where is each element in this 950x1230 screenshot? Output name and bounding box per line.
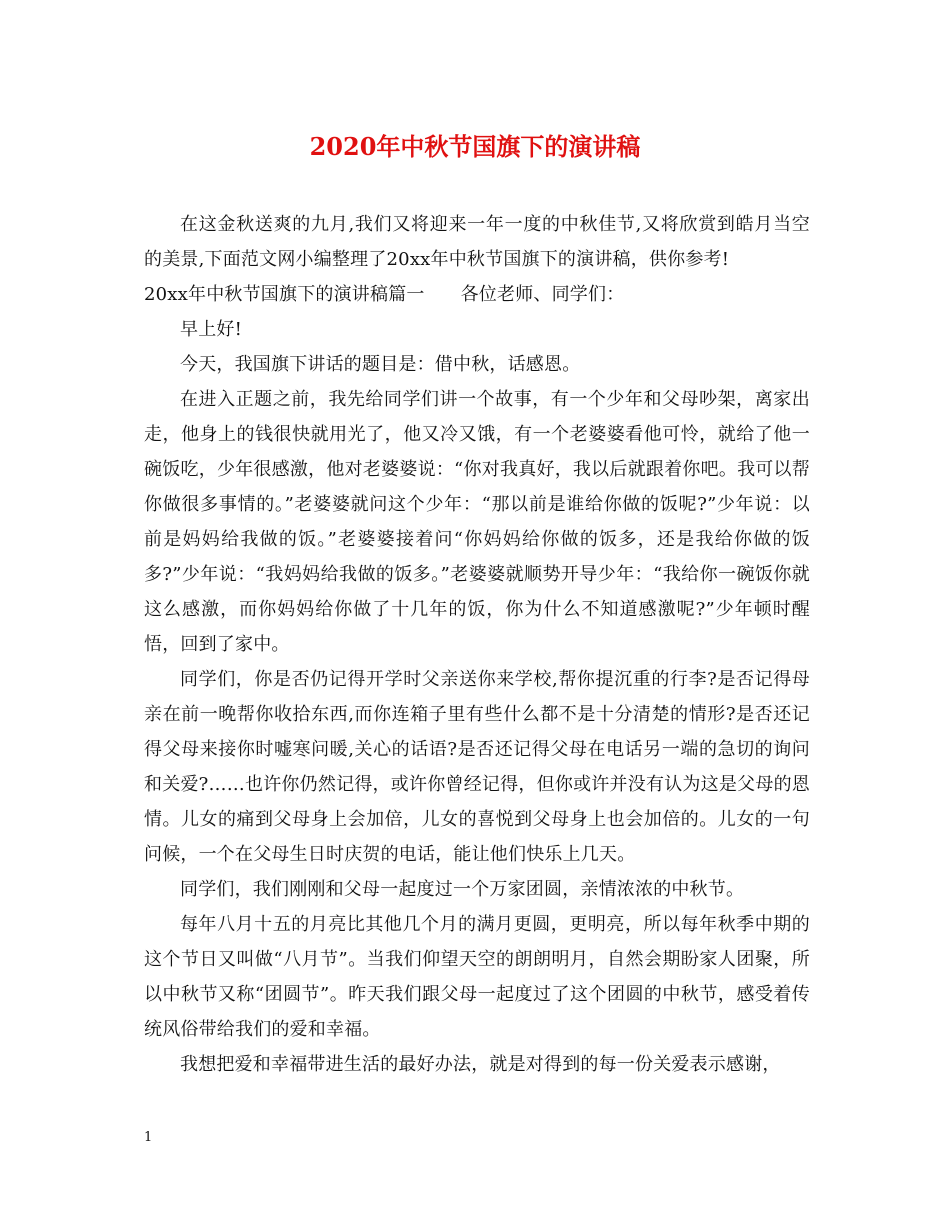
paragraph-heading-line xyxy=(144,277,810,312)
paragraph-festival: 同学们，我们刚刚和父母一起度过一个万家团圆，亲情浓浓的中秋节。 xyxy=(180,879,745,900)
section-heading: 20xx年中秋节国旗下的演讲稿篇一 xyxy=(144,284,425,305)
paragraph-greeting: 早上好! xyxy=(180,319,243,340)
paragraph-story: 在进入正题之前，我先给同学们讲一个故事，有一个少年和父母吵架，离家出走，他身上的钱很快就用光了，他又冷又饿，有一个老婆婆看他可怜，就给了他一碗饭吃，少年很感激，他对老婆婆说：“你对我真好，我以后就跟着你吧。我可以帮你做很多事情的。”老婆婆就问这个少年：“那以前是谁给你做的饭呢?”少年说：以前是妈妈给我做的饭。”老婆婆接着问“你妈妈给你做的饭多，还是我给你做的饭多?”少年说：“我妈妈给我做的饭多。”老婆婆就顺势开导少年：“我给你一碗饭你就这么感激，而你妈妈给你做了十几年的饭，你为什么不知道感激呢?”少年顿时醒悟，回到了家中。 xyxy=(144,389,810,655)
document-title: 2020年中秋节国旗下的演讲稿 xyxy=(309,132,641,161)
page-number: 1 xyxy=(144,1130,153,1145)
paragraph-memories: 同学们，你是否仍记得开学时父亲送你来学校,帮你提沉重的行李?是否记得母亲在前一晚帮你收拾东西,而你连箱子里有些什么都不是十分清楚的情形?是否还记得父母来接你时嘘寒问暖,关心的话语?是否还记得父母在电话另一端的急切的询问和关爱?……也许你仍然记得，或许你曾经记得，但你或许并没有认为这是父母的恩情。儿女的痛到父母身上会加倍，儿女的喜悦到父母身上也会加倍的。儿女的一句问候，一个在父母生日时庆贺的电话，能让他们快乐上几天。 xyxy=(144,669,810,865)
paragraph-intro: 在这金秋送爽的九月,我们又将迎来一年一度的中秋佳节,又将欣赏到皓月当空的美景,下面范文网小编整理了20xx年中秋节国旗下的演讲稿，供你参考! xyxy=(144,214,810,270)
paragraph-topic: 今天，我国旗下讲话的题目是：借中秋，话感恩。 xyxy=(180,354,581,375)
document-body xyxy=(144,207,810,1082)
salutation: 各位老师、同学们： xyxy=(460,284,625,305)
paragraph-moon: 每年八月十五的月亮比其他几个月的满月更圆，更明亮，所以每年秋季中期的这个节日又叫做“八月节”。当我们仰望天空的朗朗明月，自然会期盼家人团聚，所以中秋节又称“团圆节”。昨天我们跟父母一起度过了这个团圆的中秋节，感受着传统风俗带给我们的爱和幸福。 xyxy=(144,914,810,1040)
paragraph-thanks: 我想把爱和幸福带进生活的最好办法，就是对得到的每一份关爱表示感谢， xyxy=(180,1054,781,1075)
